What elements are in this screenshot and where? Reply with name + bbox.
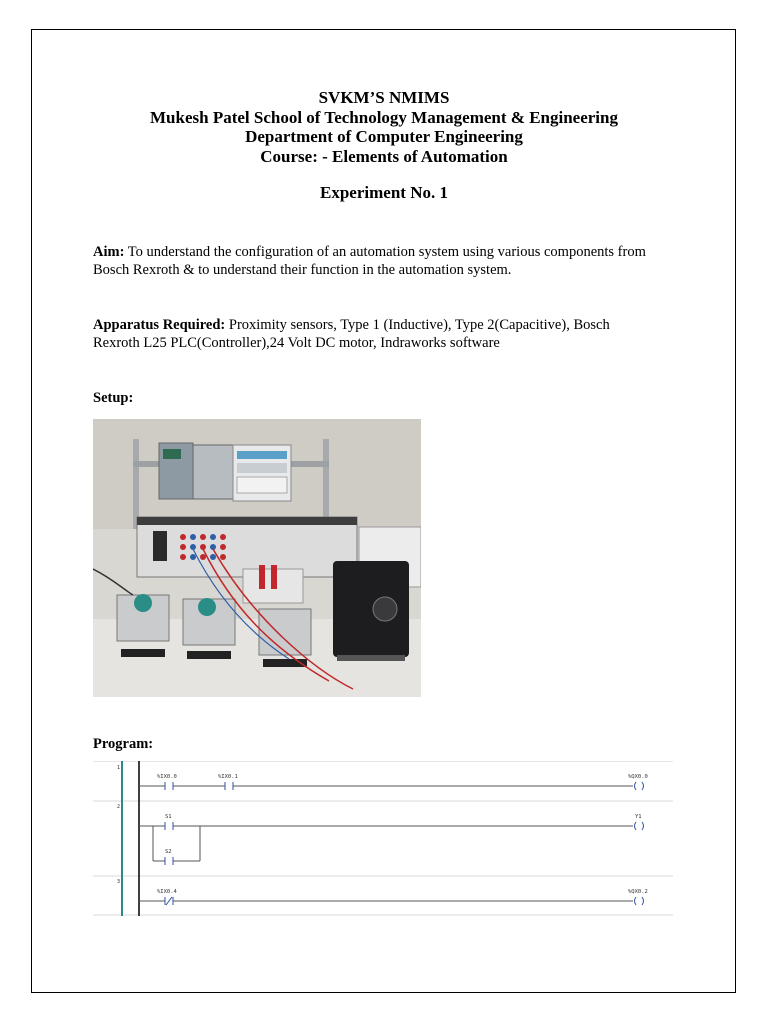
rung-2-contact-label: S1	[165, 814, 172, 820]
rung-1-number: 1	[117, 765, 121, 771]
apparatus-paragraph	[93, 316, 658, 352]
rung-3-coil-label: %QX0.2	[628, 889, 648, 895]
rung-1-contact-1-label: %IX0.0	[157, 774, 177, 780]
rung-2-number: 2	[117, 804, 121, 810]
rung-1-contact-2-label: %IX0.1	[218, 774, 238, 780]
school-title: Mukesh Patel School of Technology Management & Engineering	[150, 108, 618, 127]
apparatus-text: Proximity sensors, Type 1 (Inductive), Type 2(Capacitive), Bosch Rexroth L25 PLC(Controller),24 Volt DC motor, Indraworks software	[93, 317, 610, 351]
institution-title: SVKM’S NMIMS	[318, 88, 450, 107]
rung-3-contact-label: %IX0.4	[157, 889, 177, 895]
aim-text: To understand the configuration of an automation system using various components from Bosch Rexroth & to understand their function in the automation system.	[93, 244, 646, 278]
rung-1-coil-label: %QX0.0	[628, 774, 648, 780]
experiment-title: Experiment No. 1	[320, 183, 448, 202]
apparatus-label: Apparatus Required:	[93, 317, 226, 333]
program-heading: Program:	[93, 736, 154, 752]
setup-photo	[93, 419, 421, 697]
rung-2-coil-label: Y1	[635, 814, 642, 820]
department-title: Department of Computer Engineering	[245, 127, 523, 146]
course-title: Course: - Elements of Automation	[260, 147, 508, 166]
rung-3-number: 3	[117, 879, 121, 885]
ladder-diagram	[93, 761, 673, 916]
aim-paragraph	[93, 243, 658, 279]
setup-heading: Setup:	[93, 390, 134, 406]
aim-label: Aim:	[93, 244, 125, 260]
rung-2-branch-label: S2	[165, 849, 172, 855]
